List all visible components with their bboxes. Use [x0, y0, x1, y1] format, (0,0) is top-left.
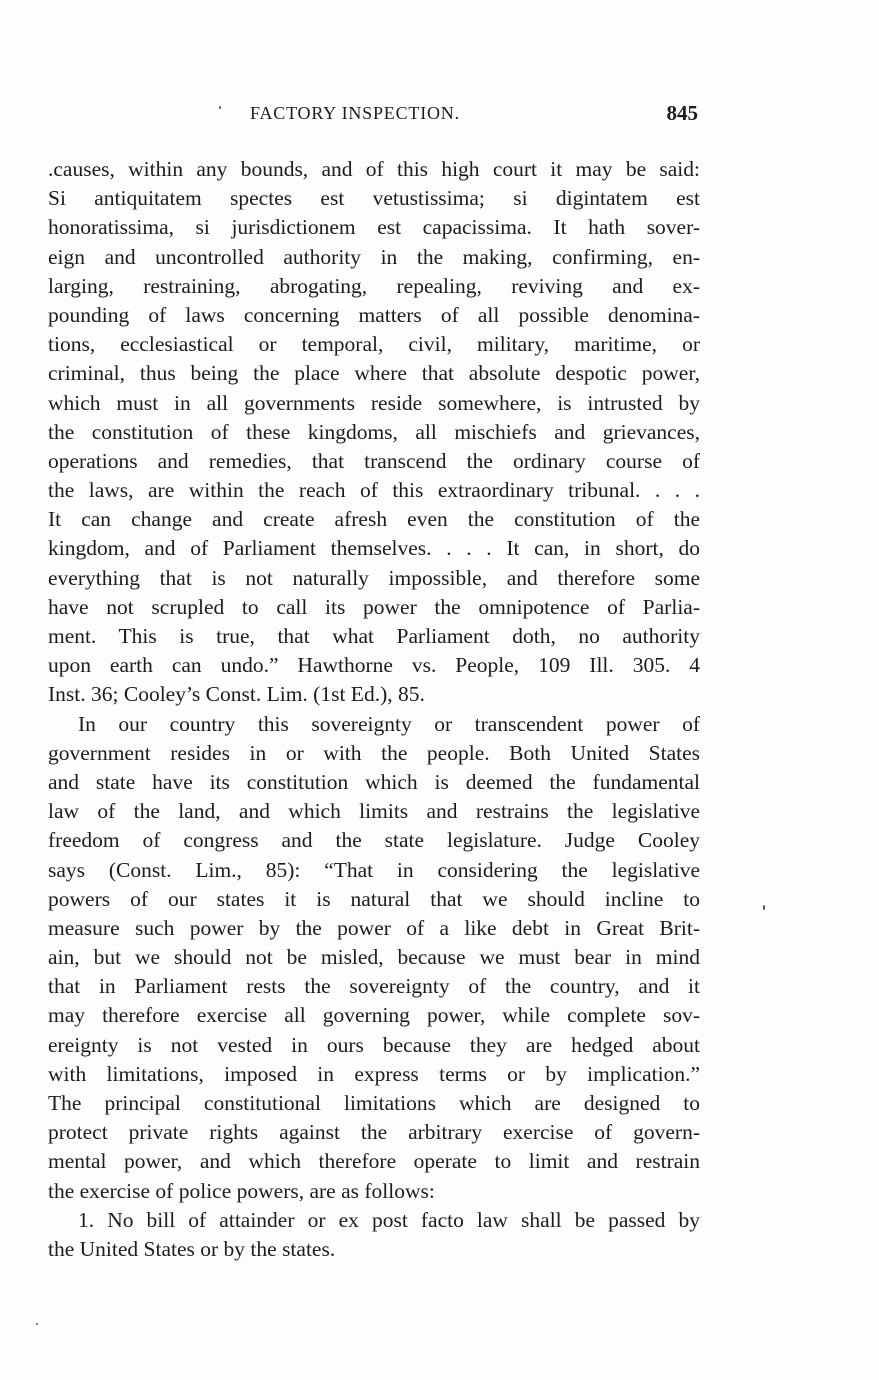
text-line: freedom of congress and the state legislature. Judge Cooley: [48, 828, 700, 853]
text-line: It can change and create afresh even the constitution of the: [48, 507, 700, 532]
text-line: everything that is not naturally impossible, and therefore some: [48, 565, 700, 590]
scan-speck: [219, 106, 221, 109]
text-line: law of the land, and which limits and restrains the legislative: [48, 799, 700, 824]
text-line: upon earth can undo.” Hawthorne vs. People, 109 Ill. 305. 4: [48, 653, 700, 678]
scan-speck: [36, 1323, 38, 1325]
text-line: government resides in or with the people. Both United States: [48, 740, 700, 765]
text-line: powers of our states it is natural that we should incline to: [48, 886, 700, 911]
running-title: FACTORY INSPECTION.: [250, 103, 460, 123]
text-line: The principal constitutional limitations which are designed to: [48, 1091, 700, 1115]
text-line: with limitations, imposed in express terms or by implication.”: [48, 1061, 700, 1086]
paragraph-end-line: Inst. 36; Cooley’s Const. Lim. (1st Ed.), 85.: [48, 682, 425, 707]
text-line: that in Parliament rests the sovereignty of the country, and it: [48, 974, 700, 999]
text-line: criminal, thus being the place where that absolute despotic power,: [48, 361, 700, 386]
text-line: says (Const. Lim., 85): “That in considering the legislative: [48, 857, 700, 882]
page-number: 845: [666, 101, 698, 125]
text-line: larging, restraining, abrogating, repealing, reviving and ex-: [48, 273, 700, 298]
text-line: which must in all governments reside somewhere, is intrusted by: [48, 390, 700, 415]
text-line: pounding of laws concerning matters of all possible denomina-: [48, 302, 700, 327]
text-line: have not scrupled to call its power the omnipotence of Parlia-: [48, 594, 700, 619]
text-line: ereignty is not vested in ours because they are hedged about: [48, 1032, 700, 1057]
text-line: and state have its constitution which is deemed the fundamental: [48, 769, 700, 794]
text-line: measure such power by the power of a like debt in Great Brit-: [48, 915, 700, 940]
list-item-start-line: 1. No bill of attainder or ex post facto law shall be passed by: [78, 1207, 700, 1232]
text-line: protect private rights against the arbitrary exercise of govern-: [48, 1120, 700, 1145]
text-line: the constitution of these kingdoms, all mischiefs and grievances,: [48, 419, 700, 444]
text-line: may therefore exercise all governing power, while complete sov-: [48, 1003, 700, 1028]
text-line: operations and remedies, that transcend the ordinary course of: [48, 448, 700, 473]
scan-speck: [763, 905, 765, 910]
text-line: ment. This is true, that what Parliament doth, no authority: [48, 624, 700, 648]
body-text: [48, 155, 700, 1264]
text-line: tions, ecclesiastical or temporal, civil, military, maritime, or: [48, 332, 700, 357]
text-line: mental power, and which therefore operate to limit and restrain: [48, 1149, 700, 1174]
text-line: .causes, within any bounds, and of this high court it may be said:: [48, 157, 700, 181]
text-line: kingdom, and of Parliament themselves. . . . It can, in short, do: [48, 536, 700, 561]
text-line: Si antiquitatem spectes est vetustissima; si digintatem est: [48, 186, 700, 211]
text-line: eign and uncontrolled authority in the making, confirming, en-: [48, 244, 700, 269]
paragraph-start-line: In our country this sovereignty or transcendent power of: [78, 711, 700, 736]
running-head: [48, 103, 698, 131]
text-line: honoratissima, si jurisdictionem est capacissima. It hath sover-: [48, 215, 700, 240]
text-line: the laws, are within the reach of this extraordinary tribunal. . . .: [48, 478, 700, 503]
paragraph-end-line: the exercise of police powers, are as follows:: [48, 1178, 435, 1203]
text-line: ain, but we should not be misled, because we must bear in mind: [48, 945, 700, 970]
paragraph-end-line: the United States or by the states.: [48, 1236, 336, 1261]
